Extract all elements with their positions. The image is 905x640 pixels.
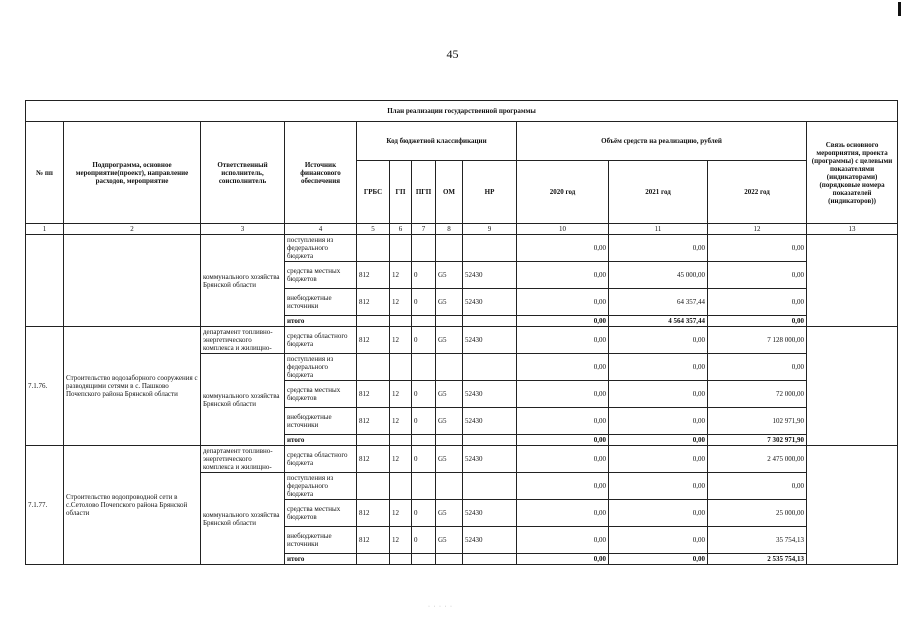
cell-pgp <box>412 473 436 500</box>
cell-pgp <box>412 435 436 446</box>
cell-om: G5 <box>436 262 463 289</box>
cell-nr: 52430 <box>463 327 517 354</box>
cell-2021: 0,00 <box>609 500 708 527</box>
cell-grbs: 812 <box>357 381 390 408</box>
cell-2022: 2 535 754,13 <box>708 554 807 565</box>
col-number: 5 <box>357 224 390 235</box>
cell-nr: 52430 <box>463 289 517 316</box>
header-volume: Объём средств на реализацию, рублей <box>517 122 807 161</box>
cell-nr: 52430 <box>463 500 517 527</box>
cell-grbs: 812 <box>357 262 390 289</box>
cell-om <box>436 354 463 381</box>
cell-gp <box>390 554 412 565</box>
row-source: внебюджетные источники <box>285 527 357 554</box>
header-link: Связь основного мероприятия, проекта (программы) с целевыми показателями (индикаторами) (порядковые номера показателей (индикаторов)) <box>807 122 898 224</box>
cell-grbs <box>357 435 390 446</box>
cell-link <box>807 235 898 327</box>
cell-grbs: 812 <box>357 527 390 554</box>
row-responsible: коммунального хозяйства Брянской области <box>201 235 285 327</box>
cell-2021: 45 000,00 <box>609 262 708 289</box>
cell-pgp: 0 <box>412 500 436 527</box>
cell-pgp: 0 <box>412 446 436 473</box>
cell-2020: 0,00 <box>517 381 609 408</box>
cell-2020: 0,00 <box>517 327 609 354</box>
cell-2022: 0,00 <box>708 473 807 500</box>
col-number: 4 <box>285 224 357 235</box>
cell-2020: 0,00 <box>517 354 609 381</box>
row-source: поступления из федерального бюджета <box>285 235 357 262</box>
row-source: средства областного бюджета <box>285 446 357 473</box>
cell-2022: 7 128 000,00 <box>708 327 807 354</box>
header-gp: ГП <box>390 161 412 224</box>
cell-nr: 52430 <box>463 408 517 435</box>
cell-2021: 0,00 <box>609 435 708 446</box>
cell-om <box>436 316 463 327</box>
cell-grbs: 812 <box>357 289 390 316</box>
cell-link <box>807 446 898 565</box>
cell-nr: 52430 <box>463 381 517 408</box>
cell-2020: 0,00 <box>517 446 609 473</box>
cell-2020: 0,00 <box>517 235 609 262</box>
row-source: средства местных бюджетов <box>285 500 357 527</box>
header-grbs: ГРБС <box>357 161 390 224</box>
cell-2022: 0,00 <box>708 262 807 289</box>
cell-2020: 0,00 <box>517 408 609 435</box>
cell-2021: 0,00 <box>609 408 708 435</box>
program-plan-table <box>25 100 898 565</box>
cell-grbs: 812 <box>357 408 390 435</box>
header-num: № пп <box>26 122 64 224</box>
row-name: Строительство водопроводной сети в с.Сетолово Почепского района Брянской области <box>64 446 201 565</box>
col-number: 11 <box>609 224 708 235</box>
header-source: Источник финансового обеспечения <box>285 122 357 224</box>
cell-grbs <box>357 354 390 381</box>
cell-om: G5 <box>436 527 463 554</box>
cell-nr: 52430 <box>463 262 517 289</box>
col-number: 7 <box>412 224 436 235</box>
cell-2021: 0,00 <box>609 235 708 262</box>
col-number: 13 <box>807 224 898 235</box>
cell-pgp: 0 <box>412 527 436 554</box>
cell-nr <box>463 473 517 500</box>
row-name <box>64 235 201 327</box>
cell-om <box>436 235 463 262</box>
col-number: 3 <box>201 224 285 235</box>
row-source: средства местных бюджетов <box>285 262 357 289</box>
cell-2022: 102 971,90 <box>708 408 807 435</box>
row-name: Строительство водозаборного сооружения с разводящими сетями в с. Пашково Почепского района Брянской области <box>64 327 201 446</box>
cell-2022: 0,00 <box>708 354 807 381</box>
header-2020: 2020 год <box>517 161 609 224</box>
row-source: средства областного бюджета <box>285 327 357 354</box>
cell-2021: 0,00 <box>609 381 708 408</box>
header-2021: 2021 год <box>609 161 708 224</box>
cell-om: G5 <box>436 327 463 354</box>
cell-2020: 0,00 <box>517 500 609 527</box>
col-number: 10 <box>517 224 609 235</box>
cell-2021: 4 564 357,44 <box>609 316 708 327</box>
cell-gp: 12 <box>390 446 412 473</box>
row-source: поступления из федерального бюджета <box>285 354 357 381</box>
cell-grbs: 812 <box>357 446 390 473</box>
cell-pgp <box>412 354 436 381</box>
cell-2022: 2 475 000,00 <box>708 446 807 473</box>
cell-om: G5 <box>436 381 463 408</box>
cell-2020: 0,00 <box>517 289 609 316</box>
cell-2022: 72 000,00 <box>708 381 807 408</box>
cell-om: G5 <box>436 500 463 527</box>
header-budget-code: Код бюджетной классификации <box>357 122 517 161</box>
cell-gp: 12 <box>390 289 412 316</box>
header-om: ОМ <box>436 161 463 224</box>
cell-nr <box>463 435 517 446</box>
cell-2020: 0,00 <box>517 554 609 565</box>
row-source: внебюджетные источники <box>285 408 357 435</box>
cell-2022: 0,00 <box>708 235 807 262</box>
cell-gp <box>390 235 412 262</box>
cell-2022: 35 754,13 <box>708 527 807 554</box>
cell-grbs <box>357 235 390 262</box>
cell-2020: 0,00 <box>517 435 609 446</box>
cell-gp: 12 <box>390 527 412 554</box>
header-2022: 2022 год <box>708 161 807 224</box>
table-row <box>26 327 898 354</box>
cell-nr <box>463 235 517 262</box>
cell-2020: 0,00 <box>517 316 609 327</box>
cell-gp: 12 <box>390 327 412 354</box>
cell-nr <box>463 354 517 381</box>
cell-gp: 12 <box>390 408 412 435</box>
row-number: 7.1.76. <box>26 327 64 446</box>
cell-pgp: 0 <box>412 289 436 316</box>
col-number: 8 <box>436 224 463 235</box>
cell-2021: 64 357,44 <box>609 289 708 316</box>
cell-grbs: 812 <box>357 327 390 354</box>
cell-gp <box>390 316 412 327</box>
row-responsible: департамент топливно-энергетического комплекса и жилищно- <box>201 327 285 354</box>
cell-nr <box>463 316 517 327</box>
edge-mark <box>898 2 901 16</box>
col-number: 6 <box>390 224 412 235</box>
cell-om: G5 <box>436 289 463 316</box>
cell-gp: 12 <box>390 381 412 408</box>
cell-gp <box>390 435 412 446</box>
cell-grbs <box>357 316 390 327</box>
cell-pgp: 0 <box>412 381 436 408</box>
cell-2021: 0,00 <box>609 554 708 565</box>
cell-pgp <box>412 554 436 565</box>
cell-grbs: 812 <box>357 500 390 527</box>
cell-pgp <box>412 235 436 262</box>
cell-grbs <box>357 554 390 565</box>
cell-grbs <box>357 473 390 500</box>
cell-nr: 52430 <box>463 446 517 473</box>
cell-gp: 12 <box>390 262 412 289</box>
cell-2020: 0,00 <box>517 262 609 289</box>
cell-om: G5 <box>436 408 463 435</box>
cell-om <box>436 435 463 446</box>
header-responsible: Ответственный исполнитель, соисполнитель <box>201 122 285 224</box>
cell-gp <box>390 473 412 500</box>
cell-2021: 0,00 <box>609 473 708 500</box>
row-number: 7.1.77. <box>26 446 64 565</box>
row-source: поступления из федерального бюджета <box>285 473 357 500</box>
col-number: 12 <box>708 224 807 235</box>
row-responsible: департамент топливно-энергетического комплекса и жилищно- <box>201 446 285 473</box>
cell-pgp: 0 <box>412 262 436 289</box>
row-source: итого <box>285 554 357 565</box>
cell-2021: 0,00 <box>609 327 708 354</box>
cell-2021: 0,00 <box>609 527 708 554</box>
cell-pgp <box>412 316 436 327</box>
row-number <box>26 235 64 327</box>
cell-gp: 12 <box>390 500 412 527</box>
col-number: 9 <box>463 224 517 235</box>
cell-gp <box>390 354 412 381</box>
cell-om <box>436 473 463 500</box>
cell-pgp: 0 <box>412 327 436 354</box>
header-nr: НР <box>463 161 517 224</box>
column-numbers-row <box>26 224 898 235</box>
row-responsible: коммунального хозяйства Брянской области <box>201 354 285 446</box>
row-source: итого <box>285 435 357 446</box>
cell-link <box>807 327 898 446</box>
cell-2020: 0,00 <box>517 527 609 554</box>
cell-pgp: 0 <box>412 408 436 435</box>
header-pgp: ПГП <box>412 161 436 224</box>
table-row <box>26 446 898 473</box>
table-row <box>26 235 898 262</box>
page-number: 45 <box>446 47 459 61</box>
row-responsible: коммунального хозяйства Брянской области <box>201 473 285 565</box>
cell-2022: 0,00 <box>708 316 807 327</box>
row-source: средства местных бюджетов <box>285 381 357 408</box>
cell-2022: 0,00 <box>708 289 807 316</box>
cell-2022: 25 000,00 <box>708 500 807 527</box>
cell-2020: 0,00 <box>517 473 609 500</box>
row-source: итого <box>285 316 357 327</box>
cell-2022: 7 302 971,90 <box>708 435 807 446</box>
cell-om <box>436 554 463 565</box>
cell-2021: 0,00 <box>609 446 708 473</box>
header-subprogram: Подпрограмма, основное мероприятие(проект), направление расходов, мероприятие <box>64 122 201 224</box>
cell-nr: 52430 <box>463 527 517 554</box>
cell-2021: 0,00 <box>609 354 708 381</box>
col-number: 1 <box>26 224 64 235</box>
cell-nr <box>463 554 517 565</box>
row-source: внебюджетные источники <box>285 289 357 316</box>
col-number: 2 <box>64 224 201 235</box>
cell-om: G5 <box>436 446 463 473</box>
table-title: План реализации государственной программы <box>26 101 898 122</box>
footer-mark: · · · · · <box>428 604 453 610</box>
